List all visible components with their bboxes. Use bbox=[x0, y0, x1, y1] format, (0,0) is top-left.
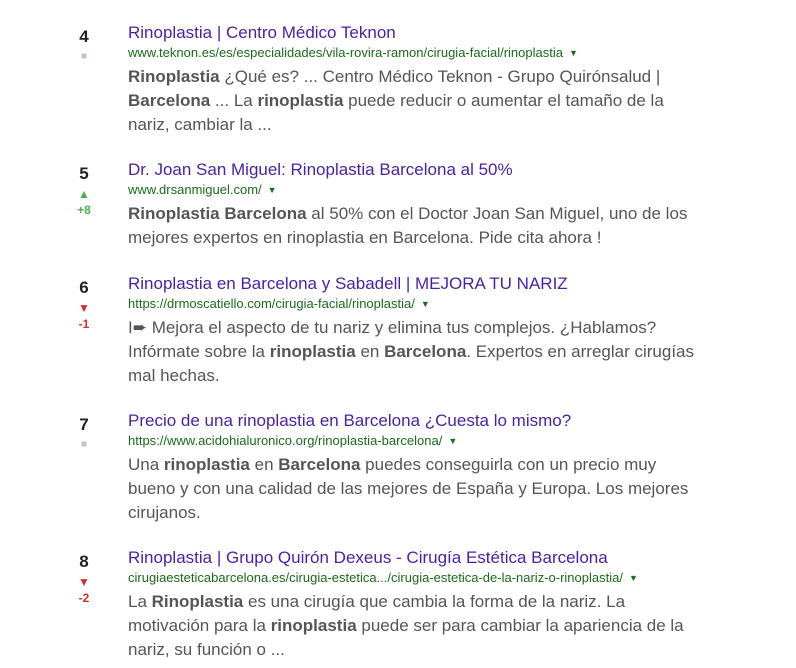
snippet-keyword: rinoplastia bbox=[270, 616, 357, 635]
rank-indicator bbox=[68, 164, 100, 217]
rank-number: 7 bbox=[79, 415, 89, 434]
snippet-text: . Expertos en arreglar cirugías bbox=[466, 342, 694, 361]
snippet-line bbox=[128, 340, 768, 364]
snippet-line bbox=[128, 501, 768, 525]
url-dropdown-caret-icon[interactable]: ▼ bbox=[448, 436, 458, 446]
snippet-text: es una cirugía que cambia la forma de la nariz. La bbox=[243, 592, 626, 611]
result-url bbox=[128, 181, 768, 199]
rank-change-delta: -2 bbox=[78, 591, 90, 605]
result-snippet bbox=[128, 202, 768, 250]
snippet-line bbox=[128, 226, 768, 250]
snippet-line bbox=[128, 614, 768, 638]
snippet-line bbox=[128, 590, 768, 614]
snippet-keyword: rinoplastia bbox=[269, 342, 356, 361]
result-url bbox=[128, 569, 768, 587]
rank-down-arrow-icon: ▼ bbox=[78, 301, 90, 315]
snippet-text: Una bbox=[128, 455, 164, 474]
snippet-text: motivación para la bbox=[128, 616, 271, 635]
snippet-text: ... La bbox=[210, 91, 258, 110]
snippet-keyword: rinoplastia bbox=[257, 91, 344, 110]
rank-up-arrow-icon: ▲ bbox=[78, 187, 90, 201]
rank-down-arrow-icon: ▼ bbox=[78, 575, 90, 589]
snippet-line bbox=[128, 65, 768, 89]
snippet-keyword: Barcelona bbox=[384, 342, 467, 361]
result-url bbox=[128, 44, 768, 62]
rank-indicator bbox=[68, 552, 100, 605]
snippet-line bbox=[128, 477, 768, 501]
result-url bbox=[128, 432, 768, 450]
url-dropdown-caret-icon[interactable]: ▼ bbox=[420, 299, 430, 309]
snippet-text: bueno y con una calidad de las mejores de España y Europa. Los mejores bbox=[128, 479, 689, 498]
snippet-line bbox=[128, 89, 768, 113]
snippet-line bbox=[128, 638, 768, 662]
snippet-text: al 50% con el Doctor Joan San Miguel, uno de los bbox=[306, 204, 688, 223]
snippet-text: I➨ Mejora el aspecto de tu nariz y elimina tus complejos. ¿Hablamos? bbox=[128, 318, 657, 337]
snippet-text: mal hechas. bbox=[128, 366, 220, 385]
result-title-link[interactable]: Rinoplastia | Centro Médico Teknon bbox=[128, 23, 396, 42]
snippet-text: nariz, su función o ... bbox=[128, 640, 285, 659]
result-url-text: https://www.acidohialuronico.org/rinoplastia-barcelona/ bbox=[128, 433, 443, 448]
snippet-line bbox=[128, 202, 768, 226]
snippet-text: ¿Qué es? ... Centro Médico Teknon - Grupo Quirónsalud | bbox=[219, 67, 661, 86]
snippet-text: en bbox=[249, 455, 279, 474]
snippet-text: puede ser para cambiar la apariencia de la bbox=[356, 616, 684, 635]
snippet-keyword: Rinoplastia bbox=[128, 67, 220, 86]
rank-change-delta: -1 bbox=[78, 317, 90, 331]
rank-indicator bbox=[68, 27, 100, 64]
result-snippet bbox=[128, 65, 768, 137]
result-title-link[interactable]: Rinoplastia en Barcelona y Sabadell | MEJORA TU NARIZ bbox=[128, 274, 568, 293]
result-title-link[interactable]: Dr. Joan San Miguel: Rinoplastia Barcelona al 50% bbox=[128, 160, 513, 179]
snippet-line bbox=[128, 364, 768, 388]
result-title-link[interactable]: Precio de una rinoplastia en Barcelona ¿Cuesta lo mismo? bbox=[128, 411, 572, 430]
result-snippet bbox=[128, 453, 768, 525]
url-dropdown-caret-icon[interactable]: ▼ bbox=[267, 185, 277, 195]
url-dropdown-caret-icon[interactable]: ▼ bbox=[628, 573, 638, 583]
rank-unchanged-icon: ■ bbox=[80, 439, 88, 450]
snippet-text: Infórmate sobre la bbox=[128, 342, 270, 361]
rank-indicator bbox=[68, 415, 100, 452]
snippet-text: puede reducir o aumentar el tamaño de la bbox=[343, 91, 664, 110]
snippet-keyword: Rinoplastia Barcelona bbox=[128, 204, 307, 223]
snippet-line bbox=[128, 113, 768, 137]
rank-number: 8 bbox=[79, 552, 89, 571]
snippet-keyword: rinoplastia bbox=[163, 455, 250, 474]
snippet-keyword: Barcelona bbox=[278, 455, 361, 474]
rank-indicator bbox=[68, 278, 100, 331]
snippet-line bbox=[128, 316, 768, 340]
snippet-text: mejores expertos en rinoplastia en Barcelona. Pide cita ahora ! bbox=[128, 228, 602, 247]
snippet-text: cirujanos. bbox=[128, 503, 201, 522]
rank-number: 4 bbox=[79, 27, 89, 46]
result-snippet bbox=[128, 316, 768, 388]
snippet-text: en bbox=[355, 342, 385, 361]
snippet-keyword: Rinoplastia bbox=[151, 592, 244, 611]
snippet-text: puedes conseguirla con un precio muy bbox=[360, 455, 657, 474]
result-url-text: www.teknon.es/es/especialidades/vila-rovira-ramon/cirugia-facial/rinoplastia bbox=[128, 45, 563, 60]
rank-unchanged-icon: ■ bbox=[80, 51, 88, 62]
result-url-text: www.drsanmiguel.com/ bbox=[128, 182, 262, 197]
rank-change-delta: +8 bbox=[77, 203, 91, 217]
snippet-line bbox=[128, 453, 768, 477]
result-snippet bbox=[128, 590, 768, 662]
url-dropdown-caret-icon[interactable]: ▼ bbox=[568, 48, 578, 58]
result-url bbox=[128, 295, 768, 313]
result-title-link[interactable]: Rinoplastia | Grupo Quirón Dexeus - Cirugía Estética Barcelona bbox=[128, 548, 608, 567]
rank-number: 6 bbox=[79, 278, 89, 297]
snippet-text: nariz, cambiar la ... bbox=[128, 115, 272, 134]
result-url-text: cirugiaesteticabarcelona.es/cirugia-estetica.../cirugia-estetica-de-la-nariz-o-rinoplastia/ bbox=[128, 570, 623, 585]
result-url-text: https://drmoscatiello.com/cirugia-facial/rinoplastia/ bbox=[128, 296, 415, 311]
rank-number: 5 bbox=[79, 164, 89, 183]
snippet-keyword: Barcelona bbox=[128, 91, 211, 110]
snippet-text: La bbox=[128, 592, 152, 611]
